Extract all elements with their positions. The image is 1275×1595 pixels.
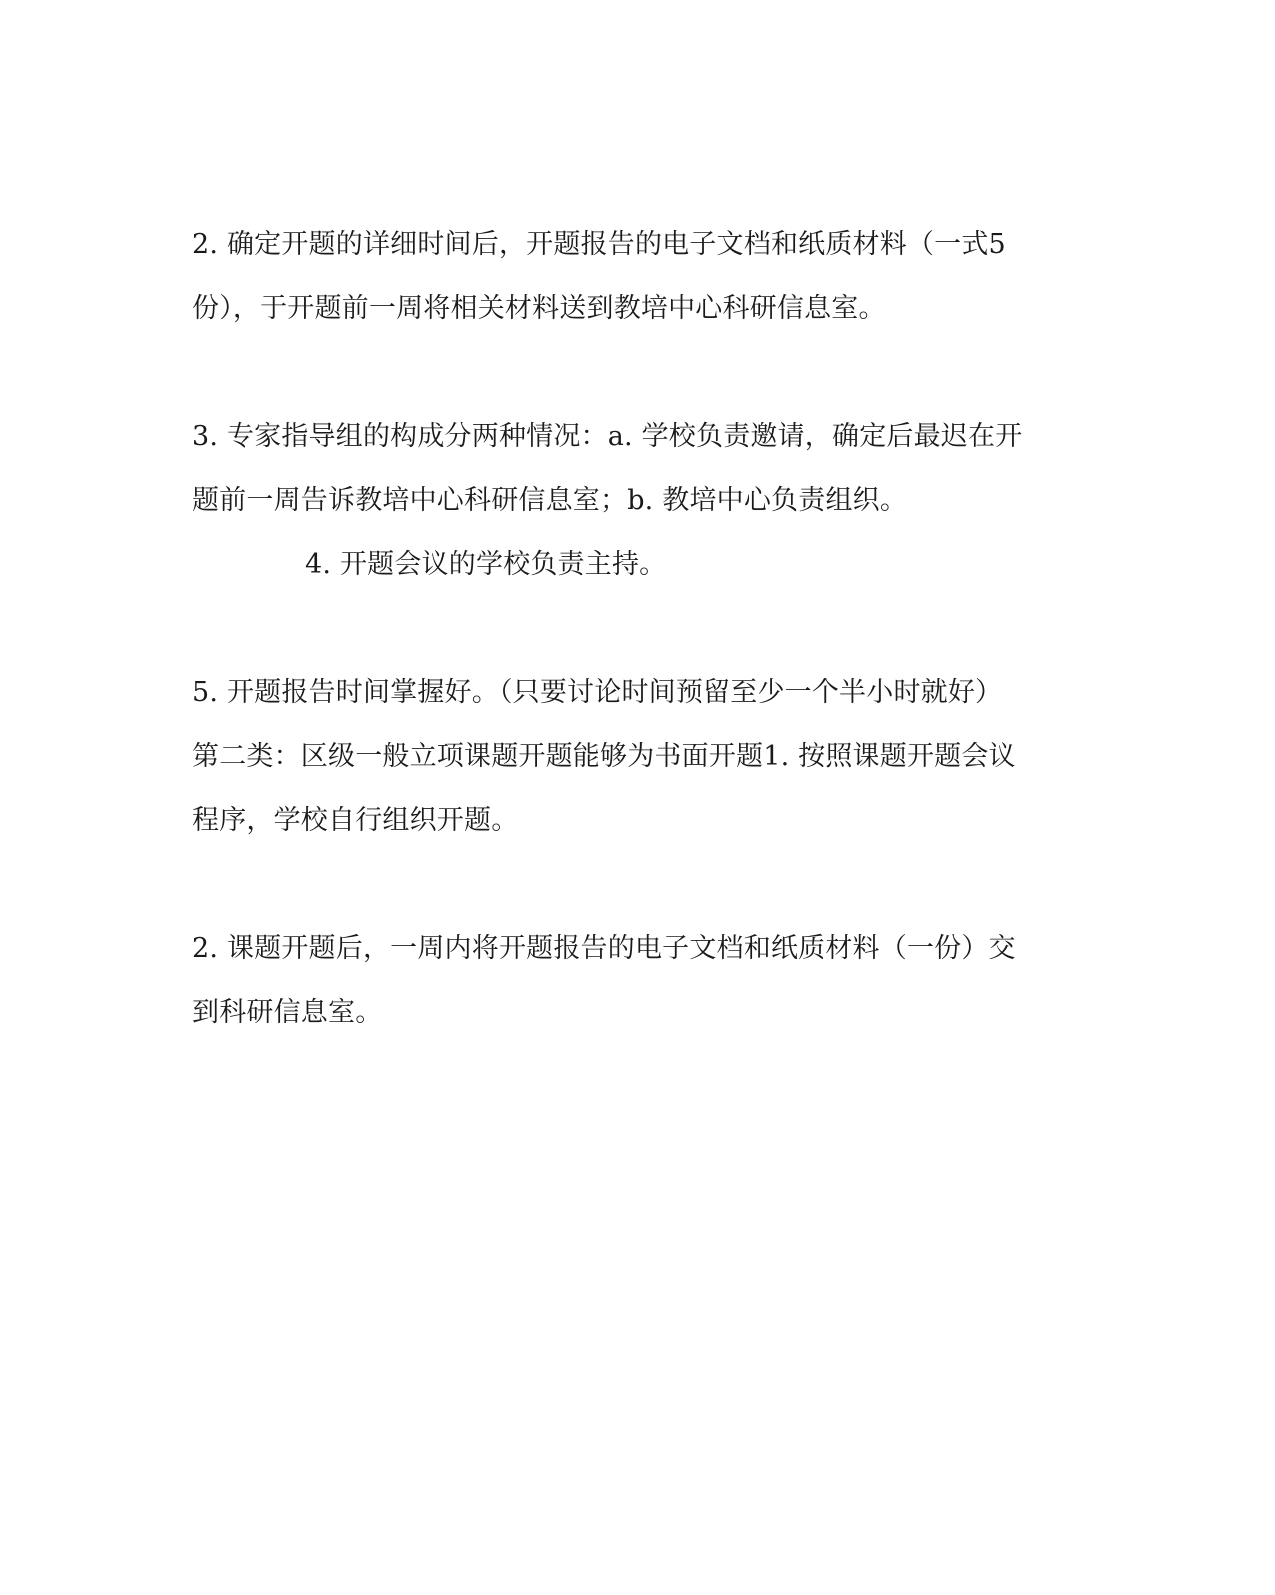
paragraph-line: 3. 专家指导组的构成分两种情况：a. 学校负责邀请，确定后最迟在开: [192, 421, 1023, 452]
paragraph-line: 2. 确定开题的详细时间后，开题报告的电子文档和纸质材料（一式5: [192, 229, 1006, 260]
paragraph-line: 到科研信息室。: [192, 997, 383, 1028]
paragraph-line: 题前一周告诉教培中心科研信息室；b. 教培中心负责组织。: [192, 485, 908, 516]
paragraph-line: 4. 开题会议的学校负责主持。: [305, 549, 667, 580]
paragraph-line: 程序，学校自行组织开题。: [192, 805, 519, 836]
paragraph-line: 份），于开题前一周将相关材料送到教培中心科研信息室。: [192, 293, 886, 324]
paragraph-line: 第二类：区级一般立项课题开题能够为书面开题1. 按照课题开题会议: [192, 741, 1016, 772]
paragraph-line: 2. 课题开题后，一周内将开题报告的电子文档和纸质材料（一份）交: [192, 933, 1016, 964]
paragraph-line: 5. 开题报告时间掌握好。（只要讨论时间预留至少一个半小时就好）: [192, 677, 1003, 708]
